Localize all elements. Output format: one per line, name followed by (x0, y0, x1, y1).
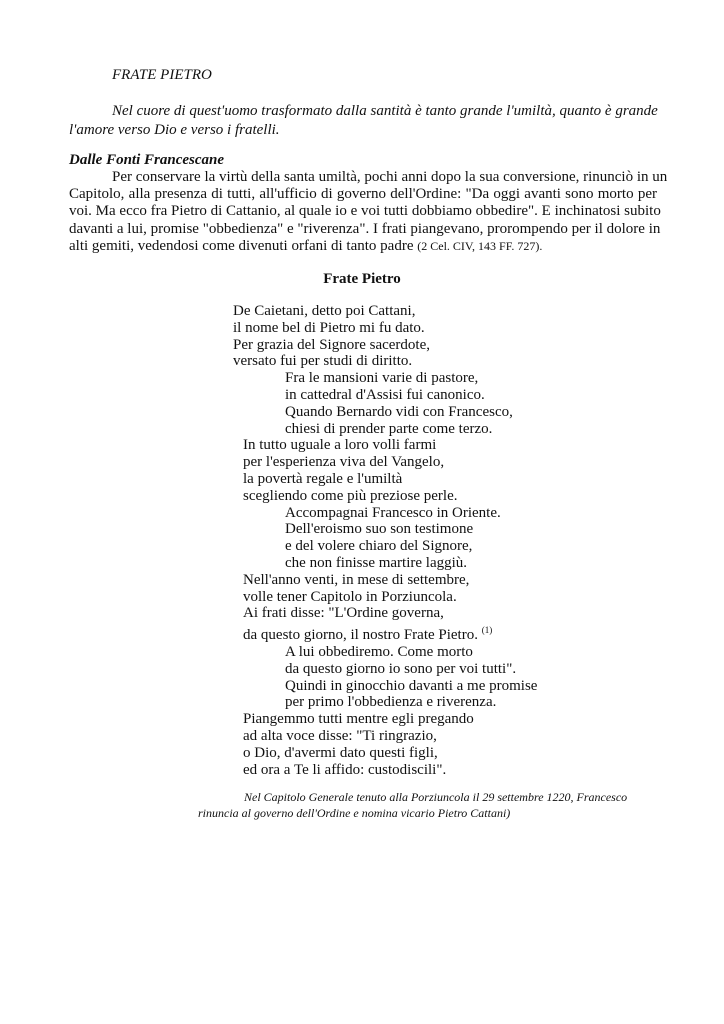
footnote-marker: (1) (481, 625, 493, 636)
poem-verse: da questo giorno, il nostro Frate Pietro. (243, 627, 478, 644)
prose-line-last (69, 238, 657, 255)
poem-verse: Ai frati disse: "L'Ordine governa, (243, 605, 444, 622)
poem-verse: per primo l'obbedienza e riverenza. (285, 694, 497, 711)
citation: (2 Cel. CIV, 143 FF. 727). (417, 238, 543, 253)
poem-verse: che non finisse martire laggiù. (285, 554, 468, 571)
poem-verse: Nell'anno venti, in mese di settembre, (243, 571, 470, 588)
poem-verse: per l'esperienza viva del Vangelo, (243, 454, 445, 471)
poem-verse: volle tener Capitolo in Porziuncola. (243, 588, 457, 605)
poem-verse: e del volere chiaro del Signore, (285, 538, 473, 555)
poem-verse: Fra le mansioni varie di pastore, (285, 370, 479, 387)
poem-verse: in cattedral d'Assisi fui canonico. (285, 386, 485, 403)
poem-verse-with-footnote (233, 622, 537, 644)
poem-verse: il nome bel di Pietro mi fu dato. (233, 319, 425, 336)
intro-line-2: l'amore verso Dio e verso i fratelli. (69, 122, 280, 138)
poem-verse: De Caietani, detto poi Cattani, (233, 303, 416, 319)
poem-verse: Quando Bernardo vidi con Francesco, (285, 403, 513, 420)
poem-verse: A lui obbediremo. Come morto (285, 643, 473, 660)
prose-line: davanti a lui, promise "obbedienza" e "riverenza". I frati piangevano, prorompendo per il dolore in (69, 220, 661, 237)
prose-line: alti gemiti, vedendosi come divenuti orfani di tanto padre (69, 237, 414, 254)
document-heading: FRATE PIETRO (112, 67, 212, 83)
poem-verse: chiesi di prender parte come terzo. (285, 420, 493, 437)
poem-verse: Dell'eroismo suo son testimone (285, 521, 474, 538)
poem-verse: scegliendo come più preziose perle. (243, 487, 458, 504)
intro-paragraph (69, 102, 657, 140)
note-line-2: rinuncia al governo dell'Ordine e nomina vicario Pietro Cattani) (198, 806, 511, 820)
prose-line: voi. Ma ecco fra Pietro di Cattanio, al quale io e voi tutti dobbiamo obbedire". E inchinatosi subito (69, 203, 661, 220)
note-line-1: Nel Capitolo Generale tenuto alla Porziuncola il 29 settembre 1220, Francesco (244, 790, 628, 804)
poem-verse: Quindi in ginocchio davanti a me promise (285, 677, 538, 694)
historical-note (198, 789, 627, 821)
poem-verse: Per grazia del Signore sacerdote, (233, 336, 430, 353)
poem-verse: Accompagnai Francesco in Oriente. (285, 504, 501, 521)
poem-verse: ed ora a Te li affido: custodiscili". (243, 761, 447, 778)
poem-verse: la povertà regale e l'umiltà (243, 470, 403, 487)
prose-line: Capitolo, alla presenza di tutti, all'ufficio di governo dell'Ordine: "Da oggi avanti sono morto per (69, 186, 657, 203)
prose-line: Per conservare la virtù della santa umiltà, pochi anni dopo la sua conversione, rinunciò in un (112, 169, 668, 185)
poem-verse: da questo giorno io sono per voi tutti". (285, 660, 517, 677)
poem-title: Frate Pietro (323, 271, 401, 287)
poem-verse: ad alta voce disse: "Ti ringrazio, (243, 727, 437, 744)
poem-verse: o Dio, d'avermi dato questi figli, (243, 744, 438, 761)
poem-verse: Piangemmo tutti mentre egli pregando (243, 711, 474, 728)
poem (233, 303, 537, 778)
poem-verse: versato fui per studi di diritto. (233, 353, 413, 370)
source-heading: Dalle Fonti Francescane (69, 152, 225, 168)
intro-line-1: Nel cuore di quest'uomo trasformato dalla santità è tanto grande l'umiltà, quanto è grande (112, 103, 658, 119)
poem-verse: In tutto uguale a loro volli farmi (243, 437, 437, 454)
source-paragraph (69, 169, 668, 255)
